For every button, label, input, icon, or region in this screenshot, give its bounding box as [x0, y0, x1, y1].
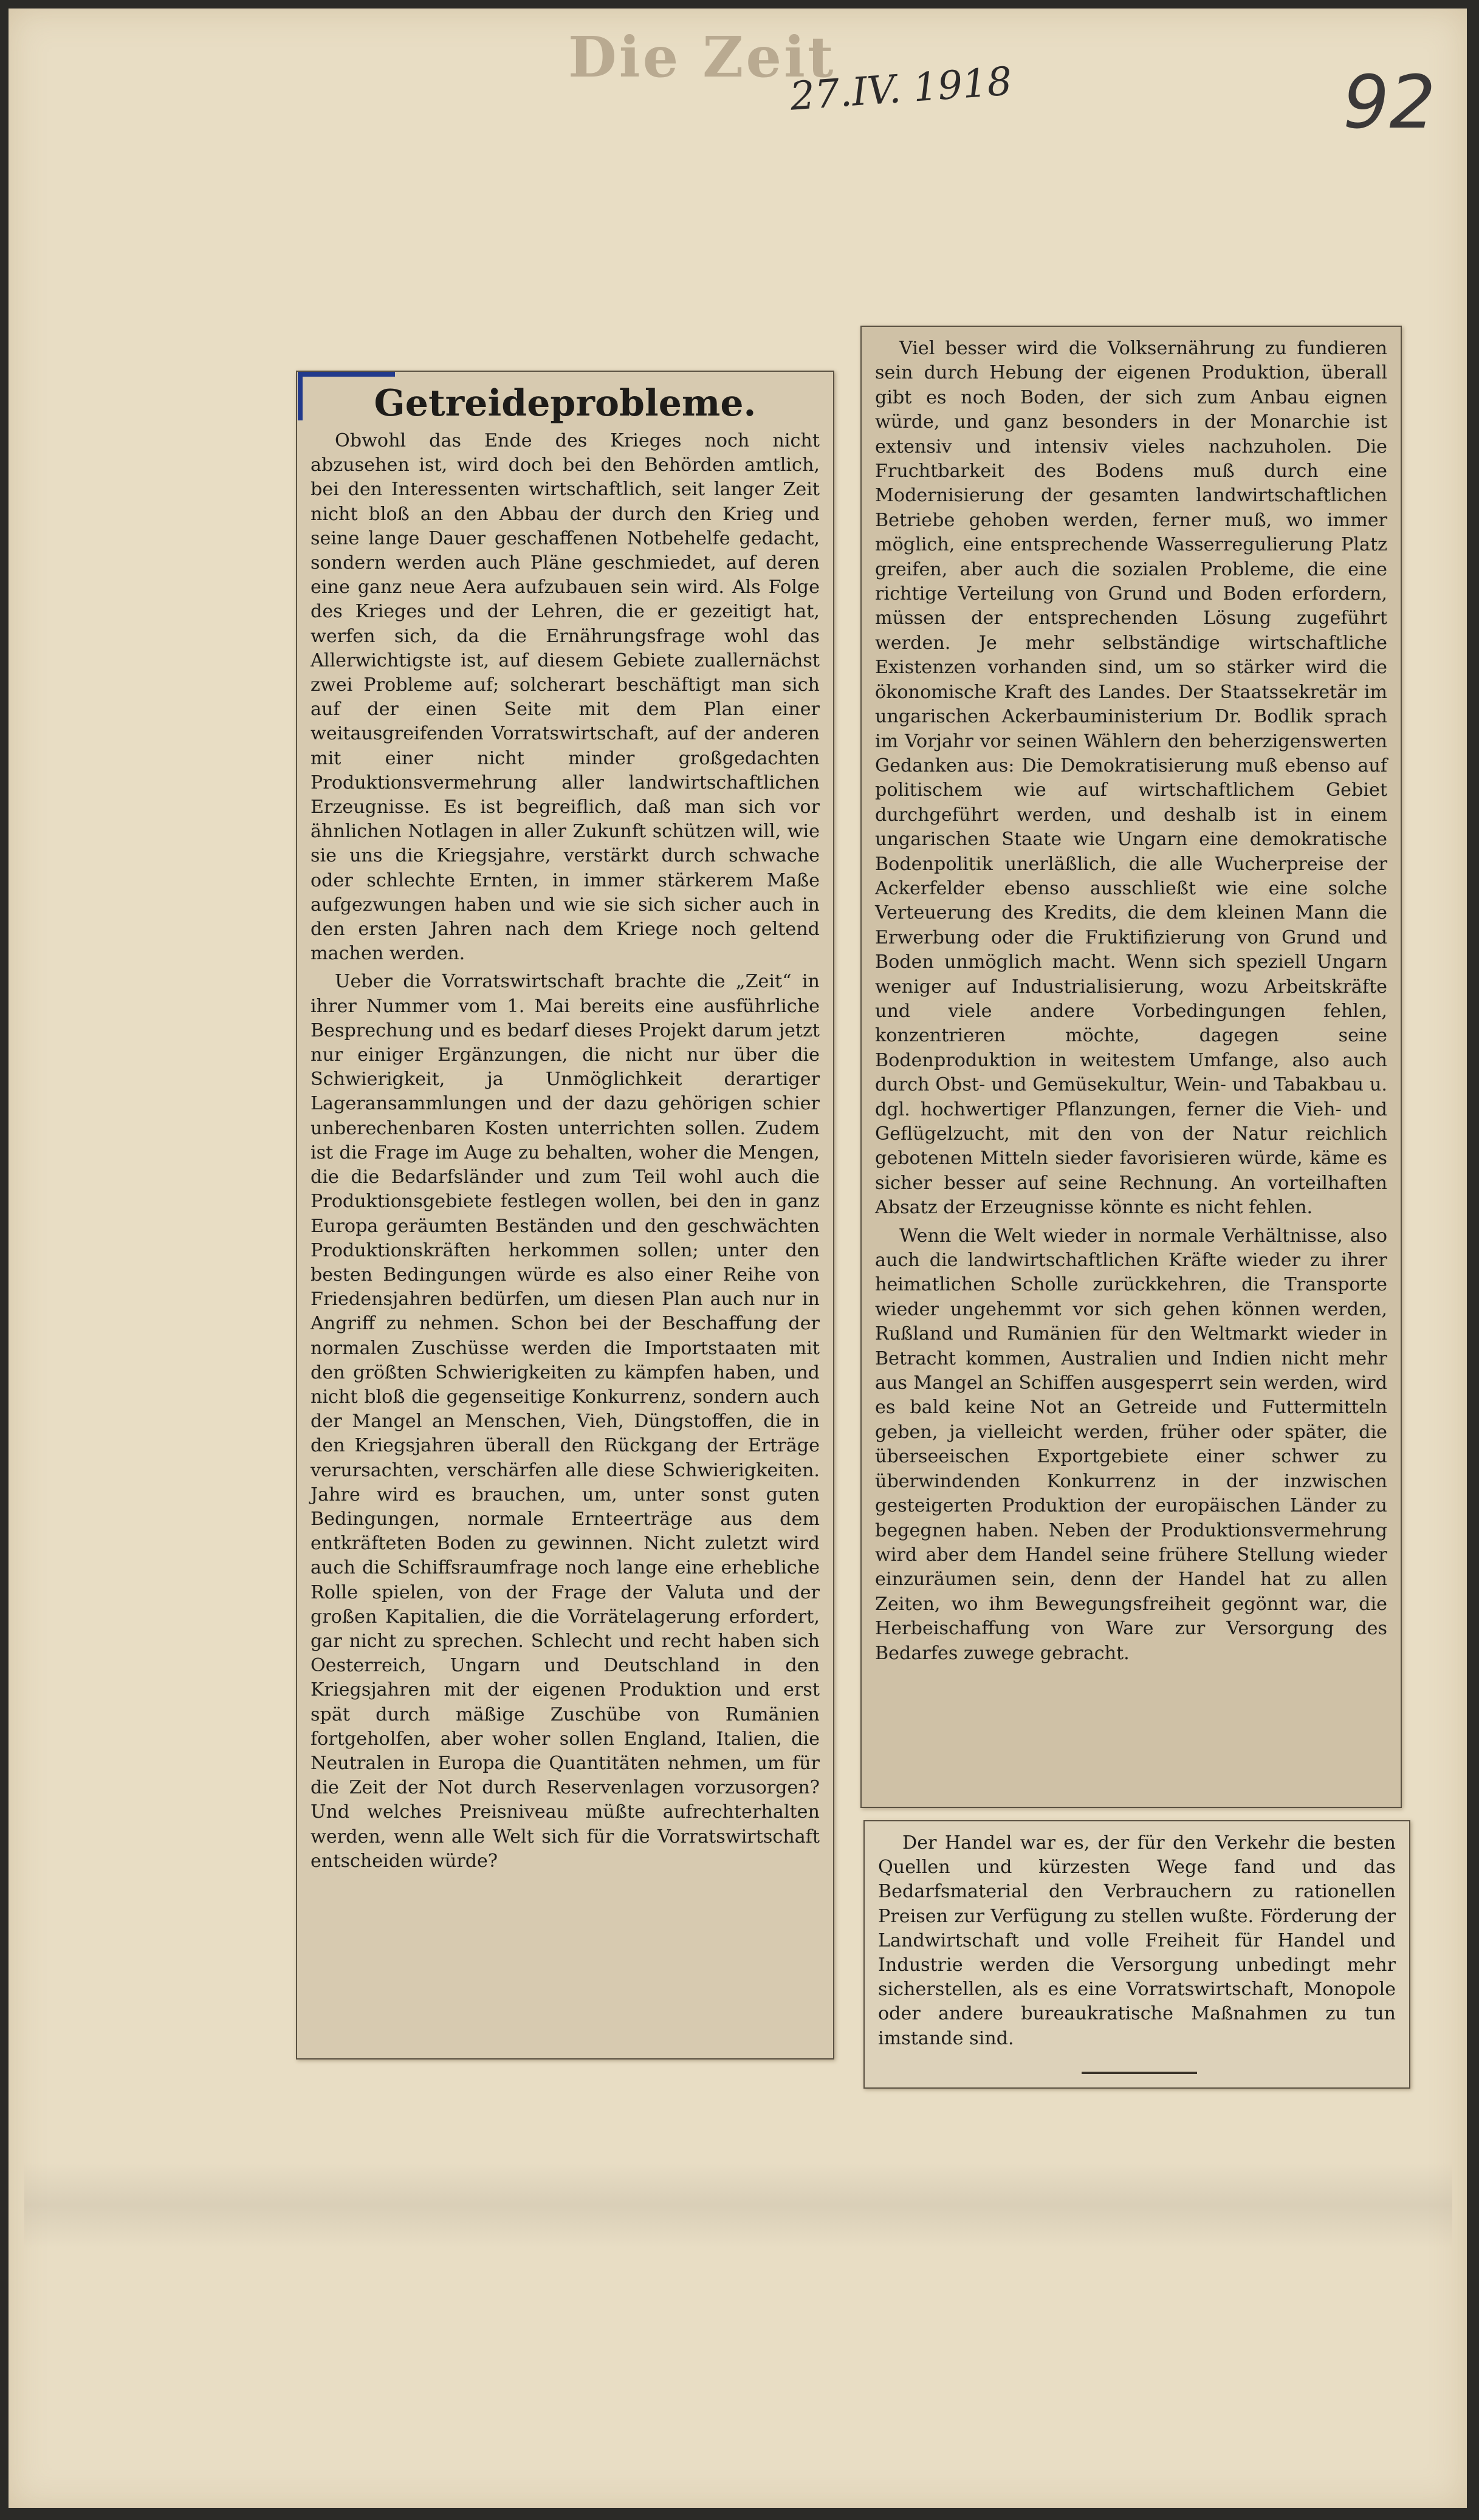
handwritten-page-number: 92 [1343, 61, 1436, 145]
paragraph: Wenn die Welt wieder in normale Verhältnisse, also auch die landwirtschaftlichen Kräfte wieder zu ihrer heimatlichen Scholle zurückkehren, die Transporte wieder ungehemmt vor sich gehen können werden, Rußland und Rumänien für den Weltmarkt wieder in Betracht kommen, Australien und Indien nicht mehr aus Mangel an Schiffen ausgesperrt sein werden, wird es bald keine Not an Getreide und Futtermitteln geben, ja vielleicht werden, früher oder später, die überseeischen Exportgebiete einer schwer zu überwindenden Konkurrenz in der inzwischen gesteigerten Produktion der europäischen Länder zu begegnen haben. Neben der Produktionsvermehrung wird aber dem Handel seine frühere Stellung wieder einzuräumen sein, denn der Handel hat zu allen Zeiten, wo ihm Bewegungsfreiheit gegönnt war, die Herbeischaffung von Ware zur Versorgung des Bedarfes zuwege gebracht. [875, 1225, 1387, 1664]
page-shadow [24, 2163, 1452, 2248]
clipping-column-2 [860, 326, 1402, 1808]
article-headline: Getreideprobleme. [374, 382, 757, 425]
handwritten-date: 27.IV. 1918 [788, 59, 1014, 120]
clipping-column-3 [863, 1820, 1410, 2089]
paragraph: Obwohl das Ende des Krieges noch nicht abzusehen ist, wird doch bei den Behörden amtlich, bei den Interessenten wirtschaftlich, seit langer Zeit nicht bloß an den Abbau der durch den Krieg und seine lange Dauer geschaffenen Notbehelfe gedacht, sondern werden auch Pläne geschmiedet, auf deren eine ganz neue Aera aufzubauen sein wird. Als Folge des Krieges und der Lehren, die er gezeitigt hat, werfen sich, da die Ernährungsfrage wohl das Allerwichtigste ist, auf diesem Gebiete zuallernächst zwei Probleme auf; solcherart beschäftigt man sich auf der einen Seite mit dem Plan einer weitausgreifenden Vorratswirtschaft, auf der anderen mit einer nicht minder großgedachten Produktionsvermehrung aller landwirtschaftlichen Erzeugnisse. Es ist begreiflich, daß man sich vor ähnlichen Notlagen in aller Zukunft schützen will, wie sie uns die Kriegsjahre, verstärkt durch schwache oder schlechte Ernten, in immer stärkerem Maße aufgezwungen haben und wie sie sich sicher auch in den ersten Jahren nach dem Kriege noch geltend machen werden. [311, 430, 820, 965]
end-rule [1082, 2072, 1197, 2074]
paragraph: Der Handel war es, der für den Verkehr die besten Quellen und kürzesten Wege fand und das Bedarfsmaterial den Verbrauchern zu rationellen Preisen zur Verfügung zu stellen wußte. Förderung der Landwirtschaft und volle Freiheit für Handel und Industrie werden die Versorgung unbedingt mehr sicherstellen, als es eine Vorratswirtschaft, Monopole oder andere bureaukratische Maßnahmen zu tun imstande sind. [878, 1832, 1396, 2049]
paragraph: Viel besser wird die Volksernährung zu fundieren sein durch Hebung der eigenen Produktion, überall gibt es noch Boden, der sich zum Anbau eignen würde, und ganz besonders in der Monarchie ist extensiv und intensiv vieles nachzuholen. Die Fruchtbarkeit des Bodens muß durch eine Modernisierung der gesamten landwirtschaftlichen Betriebe gehoben werden, ferner muß, wo immer möglich, eine entsprechende Wasserregulierung Platz greifen, aber auch die sozialen Probleme, die eine richtige Verteilung von Grund und Boden erfordern, müssen der entsprechenden Lösung zugeführt werden. Je mehr selbständige wirtschaftliche Existenzen vorhanden sind, um so stärker wird die ökonomische Kraft des Landes. Der Staatssekretär im ungarischen Ackerbauministerium Dr. Bodlik sprach im Vorjahr vor seinen Wählern den beherzigenswerten Gedanken aus: Die Demokratisierung muß ebenso auf politischem wie auf wirtschaftlichem Gebiet durchgeführt werden, und deshalb ist in einem ungarischen Staate wie Ungarn eine demokratische Bodenpolitik unerläßlich, die alle Wucherpreise der Ackerfelder ebenso ausschließt wie eine solche Verteuerung des Kredits, die dem kleinen Mann die Erwerbung oder die Fruktifizierung von Grund und Boden unmöglich macht. Wenn sich speziell Ungarn weniger auf Industrialisierung, wozu Arbeitskräfte und viele andere Vorbedingungen fehlen, konzentrieren möchte, dagegen seine Bodenproduktion in weitestem Umfange, also auch durch Obst- und Gemüsekultur, Wein- und Tabakbau u. dgl. hochwertiger Pflanzungen, ferner die Vieh- und Geflügelzucht, mit den von der Natur reichlich gebotenen Mitteln sieder favorisieren würde, käme es sicher besser auf seine Rechnung. An vorteilhaften Absatz der Erzeugnisse könnte es nicht fehlen. [875, 338, 1387, 1219]
paragraph: Ueber die Vorratswirtschaft brachte die „Zeit“ in ihrer Nummer vom 1. Mai bereits eine ausführliche Besprechung und es bedarf dieses Projekt darum jetzt nur einiger Ergänzungen, die nicht nur über die Schwierigkeit, ja Unmöglichkeit derartiger Lageransammlungen und der dazu gehörigen schier unberechenbaren Kosten unterrichten sollen. Zudem ist die Frage im Auge zu behalten, woher die Mengen, die die Bedarfsländer und zum Teil wohl auch die Produktionsgebiete festlegen wollen, bei den in ganz Europa geräumten Beständen und den geschwächten Produktionskräften herkommen sollen; unter den besten Bedingungen würde es also einer Reihe von Friedensjahren bedürfen, um diesen Plan auch nur in Angriff zu nehmen. Schon bei der Beschaffung der normalen Zuschüsse werden die Importstaaten mit den größten Schwierigkeiten zu kämpfen haben, und nicht bloß die gegenseitige Konkurrenz, sondern auch der Mangel an Menschen, Vieh, Düngstoffen, die in den Kriegsjahren überall den Rückgang der Erträge verursachten, verschärfen alle diese Schwierigkeiten. Jahre wird es brauchen, um, unter sonst guten Bedingungen, normale Ernteerträge aus dem entkräfteten Boden zu gewinnen. Nicht zuletzt wird auch die Schiffsraumfrage noch lange eine erhebliche Rolle spielen, von der Frage der Valuta und der großen Kapitalien, die die Vorrätelagerung erfordert, gar nicht zu sprechen. Schlecht und recht haben sich Oesterreich, Ungarn und Deutschland in den Kriegsjahren mit der eigenen Produktion und erst spät durch mäßige Zuschübe von Rumänien fortgeholfen, aber woher sollen England, Italien, die Neutralen in Europa die Quantitäten nehmen, um für die Zeit der Not durch Reservenlagen vorzusorgen? Und welches Preisniveau müßte aufrechterhalten werden, wenn alle Welt sich für die Vorratswirtschaft entscheiden würde? [311, 971, 820, 1872]
blue-pencil-mark [298, 372, 303, 420]
clipping-column-1 [296, 371, 834, 2059]
blue-pencil-mark [298, 372, 395, 377]
newspaper-stamp: Die Zeit [568, 24, 836, 90]
